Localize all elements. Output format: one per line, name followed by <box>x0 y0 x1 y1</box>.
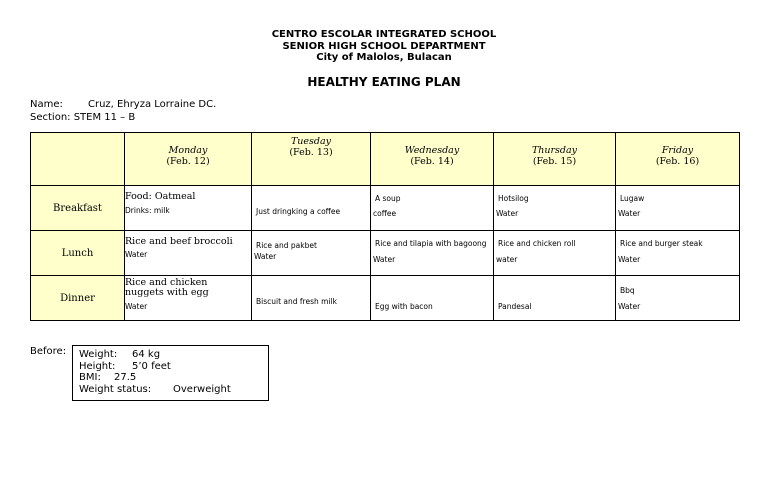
bmi-line <box>79 372 268 384</box>
meal-label-lunch: Lunch <box>31 231 125 276</box>
day-header-monday: Monday (Feb. 12) <box>125 133 252 186</box>
cell-lunch-monday: Rice and beef broccoli Water <box>125 231 252 276</box>
school-name: CENTRO ESCOLAR INTEGRATED SCHOOL <box>271 29 497 40</box>
bmi-value: 27.5 <box>114 372 137 383</box>
cell-dinner-monday: Rice and chicken nuggets with egg Water <box>125 276 252 321</box>
height-label: Height: <box>79 360 116 372</box>
cell-dinner-wednesday: Egg with bacon <box>371 276 494 321</box>
name-row <box>30 99 217 111</box>
meal-label-breakfast: Breakfast <box>31 186 125 231</box>
cell-lunch-thursday: Rice and chicken roll water <box>494 231 616 276</box>
cell-lunch-wednesday: Rice and tilapia with bagoong Water <box>371 231 494 276</box>
document-title: HEALTHY EATING PLAN <box>307 75 461 89</box>
height-value: 5’0 feet <box>132 360 171 372</box>
section-row: Section: STEM 11 – B <box>30 112 136 123</box>
corner-cell <box>31 133 125 186</box>
name-value: Cruz, Ehryza Lorraine DC. <box>88 99 217 110</box>
weight-value: 64 kg <box>132 349 161 360</box>
weight-status-value: Overweight <box>173 383 231 395</box>
day-header-tuesday: Tuesday (Feb. 13) <box>252 133 371 186</box>
cell-breakfast-thursday: Hotsilog Water <box>494 186 616 231</box>
table-header-row <box>31 133 740 186</box>
day-header-wednesday: Wednesday (Feb. 14) <box>371 133 494 186</box>
weight-label: Weight: <box>79 349 118 360</box>
before-stats-box <box>72 345 269 401</box>
weight-line <box>79 349 268 361</box>
table-row-dinner <box>31 276 740 321</box>
weight-status-label: Weight status: <box>79 383 152 395</box>
cell-lunch-friday: Rice and burger steak Water <box>616 231 740 276</box>
cell-breakfast-monday: Food: Oatmeal Drinks: milk <box>125 186 252 231</box>
cell-dinner-tuesday: Biscuit and fresh milk <box>252 276 371 321</box>
cell-breakfast-tuesday: Just dringking a coffee <box>252 186 371 231</box>
before-label: Before: <box>30 346 67 357</box>
school-location: City of Malolos, Bulacan <box>316 52 452 63</box>
day-header-friday: Friday (Feb. 16) <box>616 133 740 186</box>
table-row-lunch <box>31 231 740 276</box>
weight-status-line <box>79 384 268 396</box>
table-row-breakfast <box>31 186 740 231</box>
height-line <box>79 361 268 373</box>
cell-dinner-friday: Bbq Water <box>616 276 740 321</box>
cell-lunch-tuesday: Rice and pakbet Water <box>252 231 371 276</box>
meal-label-dinner: Dinner <box>31 276 125 321</box>
cell-breakfast-wednesday: A soup coffee <box>371 186 494 231</box>
name-label: Name: <box>30 99 63 110</box>
cell-breakfast-friday: Lugaw Water <box>616 186 740 231</box>
cell-dinner-thursday: Pandesal <box>494 276 616 321</box>
meal-plan-table <box>30 132 740 321</box>
department-name: SENIOR HIGH SCHOOL DEPARTMENT <box>282 41 486 52</box>
bmi-label: BMI: <box>79 372 101 383</box>
day-header-thursday: Thursday (Feb. 15) <box>494 133 616 186</box>
